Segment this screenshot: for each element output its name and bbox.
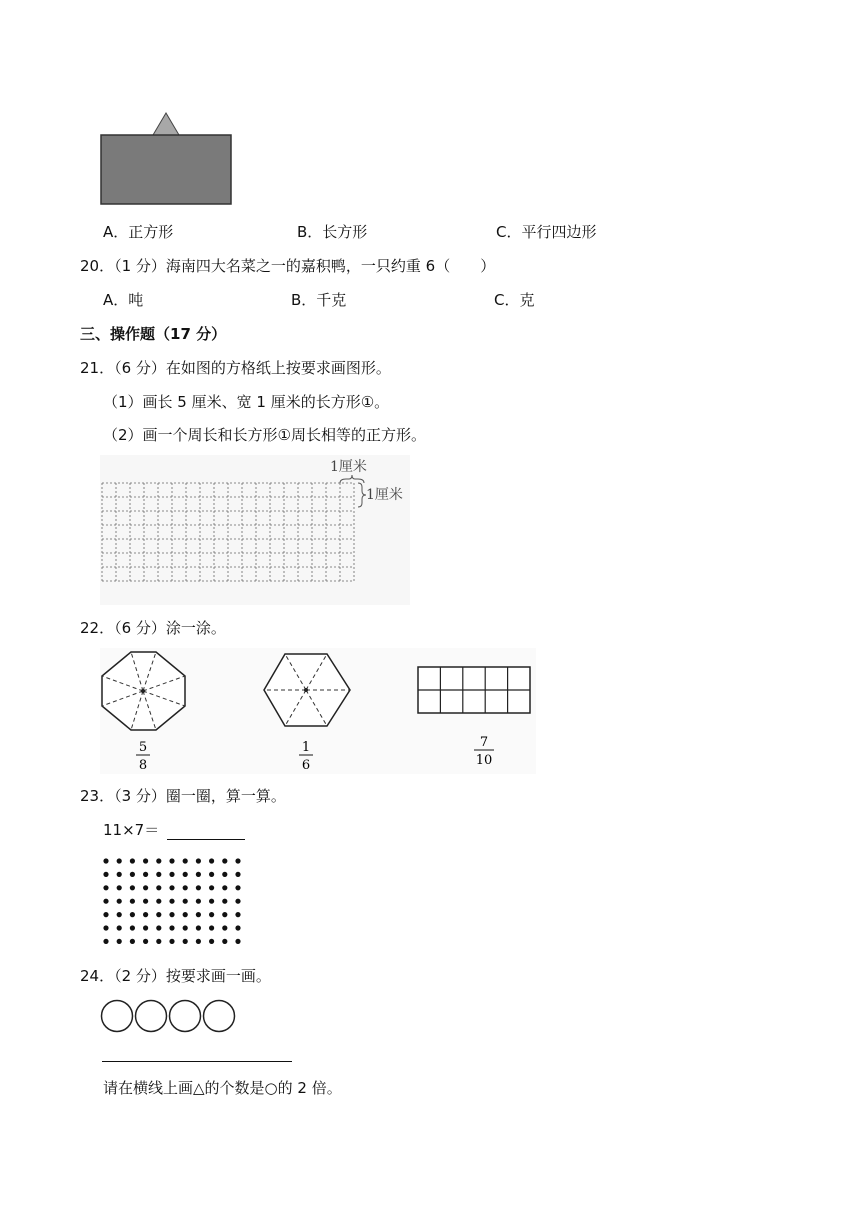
circle-shape: [102, 1001, 133, 1032]
dot: [143, 912, 148, 917]
dot: [209, 925, 214, 930]
dot: [235, 925, 240, 930]
dot: [169, 858, 174, 863]
q24-instruction: 请在横线上画△的个数是○的 2 倍。: [103, 1079, 342, 1097]
dot: [143, 858, 148, 863]
dot: [222, 885, 227, 890]
square-grid-paper[interactable]: [100, 455, 410, 605]
dot: [169, 899, 174, 904]
dot: [222, 912, 227, 917]
dot: [156, 925, 161, 930]
q21-sub1: （1）画长 5 厘米、宽 1 厘米的长方形①。: [103, 393, 390, 411]
dot: [169, 939, 174, 944]
dot: [143, 939, 148, 944]
dot: [130, 899, 135, 904]
q20-option-b[interactable]: B．千克: [291, 291, 347, 309]
q19-option-a[interactable]: A．正方形: [103, 223, 174, 241]
grid-label-right: 1厘米: [366, 487, 403, 503]
q20-stem: 20．（1 分）海南四大名菜之一的嘉积鸭，一只约重 6（ ）: [80, 257, 496, 275]
dot: [222, 872, 227, 877]
q19-option-c[interactable]: C．平行四边形: [496, 223, 597, 241]
dot: [196, 885, 201, 890]
dot: [169, 872, 174, 877]
q22-stem: 22．（6 分）涂一涂。: [80, 619, 226, 637]
dot: [183, 885, 188, 890]
fraction-2-denominator: 6: [301, 758, 311, 773]
dot: [222, 939, 227, 944]
dot: [183, 858, 188, 863]
dot: [196, 912, 201, 917]
section-title: 三、操作题（17 分）: [80, 325, 227, 343]
dot: [209, 885, 214, 890]
dot: [183, 939, 188, 944]
dot: [130, 925, 135, 930]
fraction-2-numerator: 1: [301, 740, 311, 755]
dot: [209, 858, 214, 863]
q23-equation: 11×7＝: [103, 821, 160, 839]
dot: [235, 858, 240, 863]
dot: [183, 872, 188, 877]
dot: [143, 872, 148, 877]
q20-option-a[interactable]: A．吨: [103, 291, 144, 309]
grid-label-top: 1厘米: [330, 459, 367, 475]
q24-stem: 24．（2 分）按要求画一画。: [80, 967, 271, 985]
dot: [130, 939, 135, 944]
dot: [209, 872, 214, 877]
dot: [143, 885, 148, 890]
dot: [235, 872, 240, 877]
q23-equation-row: [103, 820, 245, 840]
q19-figure: [100, 112, 234, 206]
circle-shape: [136, 1001, 167, 1032]
dot: [130, 872, 135, 877]
dot: [209, 912, 214, 917]
dot: [156, 939, 161, 944]
q23-stem: 23．（3 分）圈一圈，算一算。: [80, 787, 286, 805]
circle-shape: [170, 1001, 201, 1032]
dot: [169, 885, 174, 890]
rectangle-grid-figure[interactable]: [418, 667, 530, 713]
dot: [209, 899, 214, 904]
fraction-3-denominator: 10: [475, 753, 493, 768]
q21-stem: 21．（6 分）在如图的方格纸上按要求画图形。: [80, 359, 391, 377]
dot: [222, 925, 227, 930]
circle-shape: [204, 1001, 235, 1032]
dot: [222, 858, 227, 863]
dot: [103, 885, 108, 890]
dot: [196, 872, 201, 877]
q20-option-c[interactable]: C．克: [494, 291, 535, 309]
dot: [143, 925, 148, 930]
dot: [130, 885, 135, 890]
dot: [143, 899, 148, 904]
dot: [117, 899, 122, 904]
dot: [235, 939, 240, 944]
dot: [196, 925, 201, 930]
dot: [196, 858, 201, 863]
dot: [117, 885, 122, 890]
dot: [183, 899, 188, 904]
dot: [235, 912, 240, 917]
dot: [103, 912, 108, 917]
dot: [156, 899, 161, 904]
dot: [196, 939, 201, 944]
fraction-1-numerator: 5: [138, 740, 148, 755]
q19-triangle: [153, 113, 179, 135]
q23-answer-blank[interactable]: [167, 825, 245, 840]
dot: [117, 912, 122, 917]
dot: [156, 912, 161, 917]
circle-row: [100, 998, 240, 1034]
dot: [117, 872, 122, 877]
fraction-1-denominator: 8: [138, 758, 148, 773]
dot: [156, 872, 161, 877]
dot: [209, 939, 214, 944]
q24-answer-line[interactable]: [102, 1061, 292, 1062]
dot: [169, 925, 174, 930]
dot: [130, 912, 135, 917]
dot: [156, 858, 161, 863]
dot: [130, 858, 135, 863]
dot: [235, 899, 240, 904]
dot: [222, 899, 227, 904]
dot: [169, 912, 174, 917]
dot: [183, 925, 188, 930]
dot: [103, 899, 108, 904]
dot: [103, 925, 108, 930]
dot: [196, 899, 201, 904]
dot: [156, 885, 161, 890]
dot: [235, 885, 240, 890]
dot: [117, 925, 122, 930]
q19-option-b[interactable]: B．长方形: [297, 223, 368, 241]
dot: [117, 858, 122, 863]
dot: [103, 872, 108, 877]
q22-figures: [100, 648, 536, 774]
dot-array[interactable]: [102, 857, 247, 949]
dot: [103, 858, 108, 863]
dot: [103, 939, 108, 944]
fraction-3-numerator: 7: [479, 735, 489, 750]
dot: [117, 939, 122, 944]
q19-rectangle: [101, 135, 231, 204]
q21-sub2: （2）画一个周长和长方形①周长相等的正方形。: [103, 426, 426, 444]
dot: [183, 912, 188, 917]
